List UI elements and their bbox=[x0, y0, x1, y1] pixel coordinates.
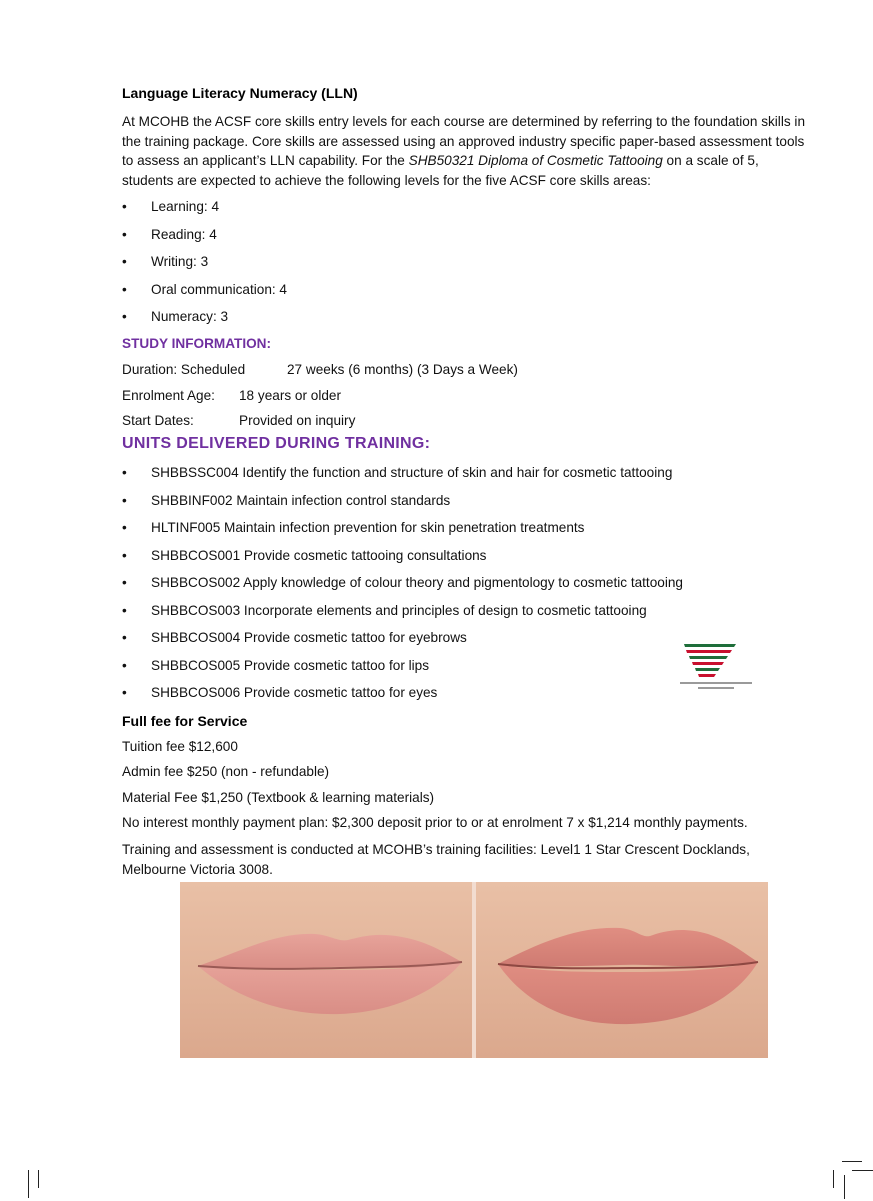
course-name: SHB50321 Diploma of Cosmetic Tattooing bbox=[408, 153, 663, 169]
start-value: Provided on inquiry bbox=[239, 413, 356, 428]
fees-heading: Full fee for Service bbox=[122, 713, 248, 729]
duration-row bbox=[122, 362, 518, 377]
nrt-logo-icon bbox=[676, 642, 756, 694]
logo-triangle bbox=[684, 644, 736, 677]
payment-plan: No interest monthly payment plan: $2,300 deposit prior to or at enrolment 7 x $1,214 monthly payments. bbox=[122, 815, 748, 830]
crop-mark bbox=[842, 1161, 862, 1162]
units-heading: UNITS DELIVERED DURING TRAINING: bbox=[122, 435, 431, 452]
tuition-fee: Tuition fee $12,600 bbox=[122, 739, 238, 754]
admin-fee: Admin fee $250 (non - refundable) bbox=[122, 764, 330, 779]
start-label: Start Dates: bbox=[122, 413, 194, 428]
training-location: Training and assessment is conducted at MCOHB’s training facilities: Level1 1 Star Crescent Docklands, Melbourne Victoria 3008. bbox=[122, 842, 750, 877]
study-info-heading: STUDY INFORMATION: bbox=[122, 336, 272, 351]
duration-value: 27 weeks (6 months) (3 Days a Week) bbox=[287, 362, 518, 377]
enrolment-age-row bbox=[122, 388, 342, 403]
age-label: Enrolment Age: bbox=[122, 388, 215, 403]
crop-mark bbox=[28, 1170, 29, 1198]
crop-mark bbox=[852, 1170, 873, 1171]
crop-mark bbox=[38, 1170, 39, 1188]
crop-mark bbox=[833, 1170, 834, 1188]
duration-label: Duration: Scheduled bbox=[122, 362, 246, 377]
lln-heading: Language Literacy Numeracy (LLN) bbox=[122, 85, 358, 101]
age-value: 18 years or older bbox=[239, 388, 342, 403]
material-fee: Material Fee $1,250 (Textbook & learning materials) bbox=[122, 790, 435, 805]
crop-mark bbox=[844, 1175, 845, 1199]
lln-paragraph: At MCOHB the ACSF core skills entry levels for each course are determined by referring to the foundation skills in the training package. Core skills are assessed using an approved industry specific paper-based assessment tools to assess an applicant’s LLN capability. For the SHB50321 Diploma of Cosmetic Tattooing on a scale of 5, students are expected to achieve the following levels for the five ACSF core skills areas: bbox=[122, 114, 806, 188]
start-dates-row bbox=[122, 413, 356, 428]
lips-photo bbox=[180, 882, 768, 1058]
